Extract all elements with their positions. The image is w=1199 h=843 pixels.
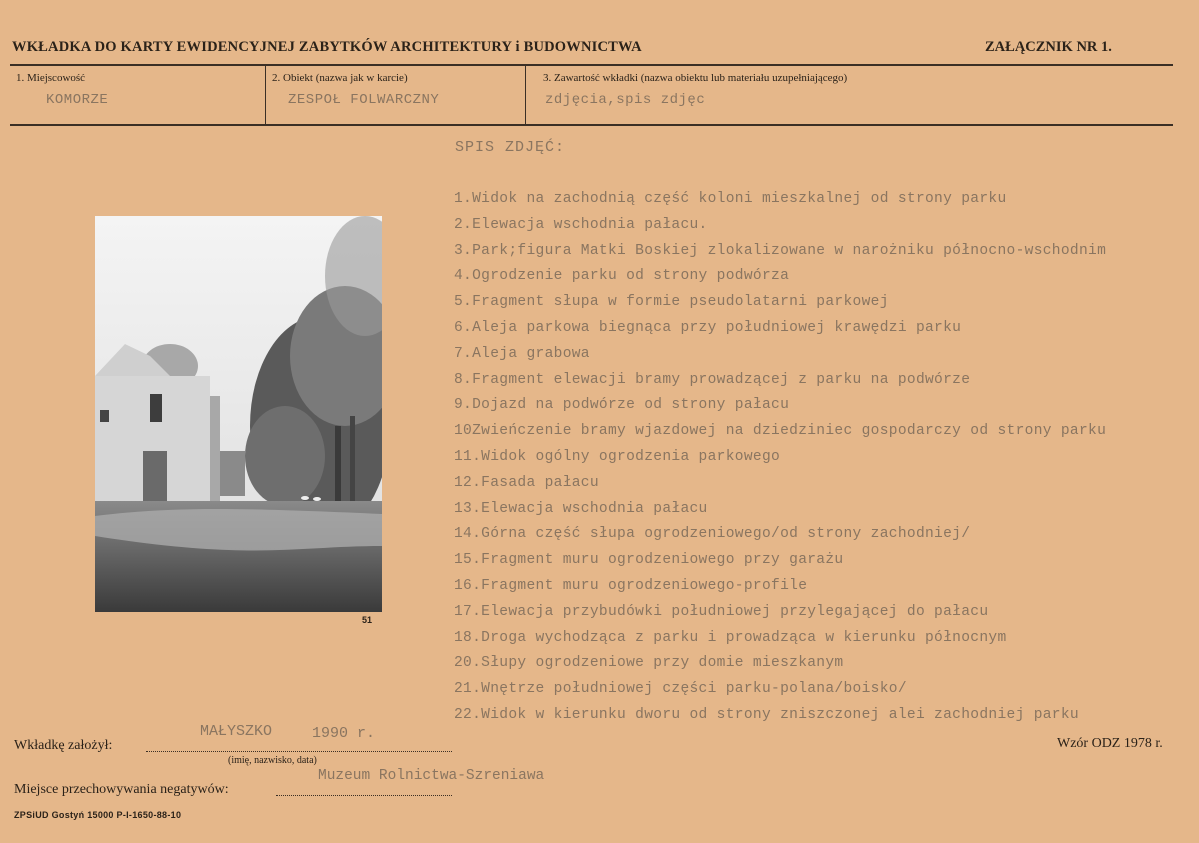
list-item: 12.Fasada pałacu xyxy=(454,474,599,491)
content-value: zdjęcia,spis zdjęc xyxy=(545,92,706,108)
pattern-label: Wzór ODZ 1978 r. xyxy=(1057,736,1163,751)
field-divider-1 xyxy=(265,66,266,124)
negatives-dotline xyxy=(276,795,452,796)
header-top-rule xyxy=(10,64,1173,66)
list-item: 4.Ogrodzenie parku od strony podwórza xyxy=(454,268,790,285)
list-item: 6.Aleja parkowa biegnąca przy południowej krawędzi parku xyxy=(454,319,962,336)
list-item: 8.Fragment elewacji bramy prowadzącej z parku na podwórze xyxy=(454,371,971,388)
created-hint: (imię, nazwisko, data) xyxy=(228,755,317,766)
list-item: 11.Widok ogólny ogrodzenia parkowego xyxy=(454,448,781,465)
list-item: 20.Słupy ogrodzeniowe przy domie mieszkanym xyxy=(454,655,844,672)
list-item: 2.Elewacja wschodnia pałacu. xyxy=(454,216,708,233)
object-value: ZESPOŁ FOLWARCZNY xyxy=(288,92,440,108)
object-label: 2. Obiekt (nazwa jak w karcie) xyxy=(272,72,408,84)
attachment-number: ZAŁĄCZNIK NR 1. xyxy=(985,39,1112,55)
place-value: KOMORZE xyxy=(46,92,109,108)
photo-list xyxy=(454,188,1106,730)
header-bottom-rule xyxy=(10,124,1173,126)
photo-list-title: SPIS ZDJĘĆ: xyxy=(455,139,566,156)
list-item: 7.Aleja grabowa xyxy=(454,345,590,362)
created-by-value: MAŁYSZKO xyxy=(200,723,273,740)
list-item: 18.Droga wychodząca z parku i prowadząca w kierunku północnym xyxy=(454,629,1007,646)
photo-number: 51 xyxy=(362,615,373,625)
place-label: 1. Miejscowość xyxy=(16,72,86,84)
list-item: 22.Widok w kierunku dworu od strony zniszczonej alei zachodniej parku xyxy=(454,706,1079,723)
list-item: 16.Fragment muru ogrodzeniowego-profile xyxy=(454,577,808,594)
list-item: 9.Dojazd na podwórze od strony pałacu xyxy=(454,397,790,414)
content-label: 3. Zawartość wkładki (nazwa obiektu lub materiału uzupełniającego) xyxy=(543,72,848,84)
list-item: 1.Widok na zachodnią część koloni mieszkalnej od strony parku xyxy=(454,191,1007,207)
field-divider-2 xyxy=(525,66,526,124)
negatives-label: Miejsce przechowywania negatywów: xyxy=(14,782,229,797)
printer-info: ZPSiUD Gostyń 15000 P-I-1650-88-10 xyxy=(14,810,182,820)
created-year: 1990 r. xyxy=(312,725,376,742)
list-item: 5.Fragment słupa w formie pseudolatarni parkowej xyxy=(454,294,889,311)
form-title: WKŁADKA DO KARTY EWIDENCYJNEJ ZABYTKÓW ARCHITEKTURY i BUDOWNICTWA xyxy=(12,39,642,55)
list-item: 3.Park;figura Matki Boskiej zlokalizowane w narożniku północno-wschodnim xyxy=(454,242,1107,259)
list-item: 15.Fragment muru ogrodzeniowego przy garażu xyxy=(454,552,844,569)
created-by-dotline xyxy=(146,751,452,752)
building-photo xyxy=(95,216,382,612)
list-item: 14.Górna część słupa ogrodzeniowego/od strony zachodniej/ xyxy=(454,526,971,543)
created-by-label: Wkładkę założył: xyxy=(14,738,113,753)
negatives-value: Muzeum Rolnictwa-Szreniawa xyxy=(318,768,545,784)
photo-image xyxy=(95,216,382,612)
list-item: 13.Elewacja wschodnia pałacu xyxy=(454,500,708,517)
list-item: 21.Wnętrze południowej części parku-polana/boisko/ xyxy=(454,681,907,698)
list-item: 10Zwieńczenie bramy wjazdowej na dziedziniec gospodarczy od strony parku xyxy=(454,423,1107,440)
list-item: 17.Elewacja przybudówki południowej przylegającej do pałacu xyxy=(454,603,989,620)
